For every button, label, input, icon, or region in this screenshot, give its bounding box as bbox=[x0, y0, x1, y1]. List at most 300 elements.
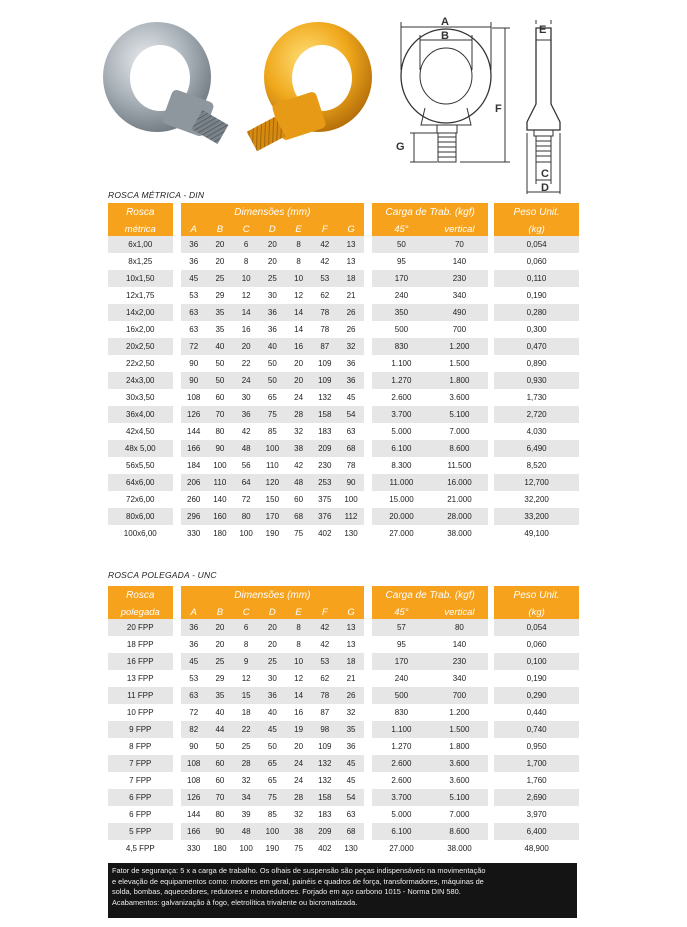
dimension-cell: 13 bbox=[338, 636, 364, 653]
load-45-cell: 95 bbox=[372, 253, 430, 270]
dimension-cell: 180 bbox=[207, 840, 233, 857]
svg-text:D: D bbox=[541, 182, 549, 194]
dimension-cell: 8 bbox=[233, 636, 259, 653]
dimension-cell: 330 bbox=[181, 840, 207, 857]
dimension-cell: 8 bbox=[285, 253, 311, 270]
load-45-cell: 57 bbox=[372, 619, 430, 636]
dimension-cell: 20 bbox=[207, 253, 233, 270]
dimension-cell: 28 bbox=[285, 406, 311, 423]
column-gap bbox=[364, 491, 372, 508]
weight-title: Peso Unit. bbox=[494, 203, 579, 222]
load-45-cell: 50 bbox=[372, 236, 430, 253]
column-gap bbox=[173, 440, 181, 457]
column-gap bbox=[173, 236, 181, 253]
dimension-cell: 78 bbox=[312, 321, 338, 338]
load-45-cell: 500 bbox=[372, 321, 430, 338]
column-gap bbox=[364, 755, 372, 772]
dimension-cell: 100 bbox=[259, 823, 285, 840]
dimension-cell: 75 bbox=[259, 789, 285, 806]
dimension-cell: 14 bbox=[233, 304, 259, 321]
column-gap bbox=[364, 270, 372, 287]
metric-section-title: ROSCA MÉTRICA - DIN bbox=[108, 190, 205, 200]
weight-cell: 6,400 bbox=[494, 823, 579, 840]
dimension-cell: 90 bbox=[181, 738, 207, 755]
thread-cell: 22x2,50 bbox=[108, 355, 173, 372]
table-row bbox=[108, 338, 579, 355]
dimension-cell: 35 bbox=[207, 687, 233, 704]
dimension-cell: 64 bbox=[233, 474, 259, 491]
dimension-cell: 35 bbox=[207, 304, 233, 321]
dimension-cell: 54 bbox=[338, 789, 364, 806]
column-gap bbox=[173, 823, 181, 840]
dimension-cell: 78 bbox=[312, 304, 338, 321]
dimension-cell: 42 bbox=[312, 619, 338, 636]
load-vertical-cell: 1.200 bbox=[431, 704, 489, 721]
dimension-cell: 25 bbox=[259, 653, 285, 670]
weight-cell: 0,190 bbox=[494, 287, 579, 304]
dim-header: B bbox=[207, 222, 233, 236]
weight-cell: 0,190 bbox=[494, 670, 579, 687]
dimension-cell: 32 bbox=[285, 423, 311, 440]
column-gap bbox=[364, 704, 372, 721]
dimension-cell: 12 bbox=[233, 670, 259, 687]
load-45-cell: 95 bbox=[372, 636, 430, 653]
dimension-cell: 68 bbox=[285, 508, 311, 525]
table-row bbox=[108, 457, 579, 474]
dimension-cell: 132 bbox=[312, 755, 338, 772]
load-vertical-cell: 340 bbox=[431, 670, 489, 687]
column-gap bbox=[364, 440, 372, 457]
dimension-cell: 36 bbox=[181, 236, 207, 253]
thread-cell: 12x1,75 bbox=[108, 287, 173, 304]
load-vertical-cell: 21.000 bbox=[431, 491, 489, 508]
dimension-cell: 70 bbox=[207, 406, 233, 423]
load-vertical-cell: 38.000 bbox=[431, 840, 489, 857]
dimension-cell: 72 bbox=[181, 338, 207, 355]
dimension-cell: 8 bbox=[285, 619, 311, 636]
load-vertical-cell: 1.500 bbox=[431, 721, 489, 738]
column-gap bbox=[173, 389, 181, 406]
weight-cell: 4,030 bbox=[494, 423, 579, 440]
column-gap bbox=[173, 619, 181, 636]
table-row bbox=[108, 491, 579, 508]
dimension-cell: 85 bbox=[259, 806, 285, 823]
column-gap bbox=[173, 806, 181, 823]
dimension-cell: 144 bbox=[181, 423, 207, 440]
dimension-cell: 50 bbox=[259, 355, 285, 372]
thread-cell: 100x6,00 bbox=[108, 525, 173, 542]
dimension-cell: 21 bbox=[338, 670, 364, 687]
dimension-cell: 42 bbox=[312, 236, 338, 253]
weight-cell: 8,520 bbox=[494, 457, 579, 474]
svg-text:A: A bbox=[441, 16, 449, 28]
dimension-cell: 108 bbox=[181, 755, 207, 772]
load-title: Carga de Trab. (kgf) bbox=[372, 586, 488, 605]
dimension-cell: 25 bbox=[207, 653, 233, 670]
dimension-cell: 12 bbox=[233, 287, 259, 304]
dimension-cell: 100 bbox=[233, 525, 259, 542]
dimension-cell: 20 bbox=[207, 236, 233, 253]
dimension-cell: 13 bbox=[338, 236, 364, 253]
weight-cell: 0,060 bbox=[494, 636, 579, 653]
dimension-cell: 16 bbox=[233, 321, 259, 338]
dimension-cell: 98 bbox=[312, 721, 338, 738]
load-vertical-cell: 8.600 bbox=[431, 823, 489, 840]
table-row bbox=[108, 355, 579, 372]
dimension-cell: 18 bbox=[233, 704, 259, 721]
unc-thread-table bbox=[108, 586, 579, 857]
dimension-cell: 8 bbox=[233, 253, 259, 270]
load-45-cell: 2.600 bbox=[372, 389, 430, 406]
dimension-cell: 36 bbox=[181, 636, 207, 653]
weight-cell: 0,060 bbox=[494, 253, 579, 270]
dimension-cell: 190 bbox=[259, 525, 285, 542]
column-gap bbox=[364, 304, 372, 321]
col-thread-subtitle: métrica bbox=[108, 222, 173, 236]
dimension-cell: 53 bbox=[181, 287, 207, 304]
dimension-cell: 63 bbox=[181, 304, 207, 321]
load-45-cell: 170 bbox=[372, 270, 430, 287]
dimension-cell: 376 bbox=[312, 508, 338, 525]
dimension-cell: 100 bbox=[338, 491, 364, 508]
table-row bbox=[108, 772, 579, 789]
dimension-cell: 28 bbox=[285, 789, 311, 806]
dimension-cell: 140 bbox=[207, 491, 233, 508]
thread-cell: 6x1,00 bbox=[108, 236, 173, 253]
load-vertical-cell: 490 bbox=[431, 304, 489, 321]
table-row bbox=[108, 474, 579, 491]
column-gap bbox=[364, 687, 372, 704]
dimension-cell: 21 bbox=[338, 287, 364, 304]
dimension-cell: 375 bbox=[312, 491, 338, 508]
table-row bbox=[108, 321, 579, 338]
load-45-cell: 2.600 bbox=[372, 755, 430, 772]
dimension-cell: 30 bbox=[233, 389, 259, 406]
dimension-cell: 80 bbox=[233, 508, 259, 525]
dimension-cell: 36 bbox=[338, 738, 364, 755]
column-gap bbox=[364, 840, 372, 857]
weight-title: Peso Unit. bbox=[494, 586, 579, 605]
dimension-cell: 20 bbox=[233, 338, 259, 355]
dimension-cell: 90 bbox=[181, 372, 207, 389]
dimension-cell: 26 bbox=[338, 321, 364, 338]
load-45-cell: 1.100 bbox=[372, 355, 430, 372]
dimension-cell: 45 bbox=[338, 772, 364, 789]
table-row bbox=[108, 840, 579, 857]
dim-header: G bbox=[338, 605, 364, 619]
dimension-cell: 14 bbox=[285, 304, 311, 321]
dim-header: F bbox=[312, 605, 338, 619]
note-line: Fator de segurança: 5 x a carga de trabalho. Os olhais de suspensão são peças indispensáveis na movimentação bbox=[112, 866, 486, 875]
dimension-cell: 45 bbox=[181, 270, 207, 287]
column-gap bbox=[364, 619, 372, 636]
dimension-cell: 25 bbox=[259, 270, 285, 287]
dimension-cell: 20 bbox=[207, 619, 233, 636]
dimension-cell: 109 bbox=[312, 372, 338, 389]
column-gap bbox=[364, 457, 372, 474]
dimension-cell: 60 bbox=[207, 389, 233, 406]
dimension-cell: 75 bbox=[285, 840, 311, 857]
note-line: e elevação de equipamentos como: motores em geral, painéis e quadros de força, transformadores, máquinas de bbox=[112, 876, 484, 886]
column-gap bbox=[364, 321, 372, 338]
dimension-cell: 25 bbox=[207, 270, 233, 287]
column-gap bbox=[364, 253, 372, 270]
column-gap bbox=[364, 823, 372, 840]
weight-cell: 1,700 bbox=[494, 755, 579, 772]
dimension-cell: 32 bbox=[338, 338, 364, 355]
weight-cell: 3,970 bbox=[494, 806, 579, 823]
dimension-cell: 45 bbox=[338, 755, 364, 772]
dimension-cell: 158 bbox=[312, 789, 338, 806]
dimension-cell: 62 bbox=[312, 670, 338, 687]
weight-unit-header: (kg) bbox=[494, 605, 579, 619]
thread-cell: 42x4,50 bbox=[108, 423, 173, 440]
weight-cell: 0,290 bbox=[494, 687, 579, 704]
dimension-cell: 70 bbox=[207, 789, 233, 806]
dimension-cell: 24 bbox=[285, 755, 311, 772]
dimension-cell: 130 bbox=[338, 525, 364, 542]
dimension-cell: 36 bbox=[259, 304, 285, 321]
thread-cell: 5 FPP bbox=[108, 823, 173, 840]
dimension-cell: 10 bbox=[285, 653, 311, 670]
column-gap bbox=[173, 338, 181, 355]
thread-cell: 7 FPP bbox=[108, 772, 173, 789]
load-vertical-cell: 340 bbox=[431, 287, 489, 304]
load-45-cell: 27.000 bbox=[372, 525, 430, 542]
load-45-cell: 350 bbox=[372, 304, 430, 321]
dimension-cell: 50 bbox=[207, 355, 233, 372]
dim-header: B bbox=[207, 605, 233, 619]
dimension-cell: 183 bbox=[312, 806, 338, 823]
load-45-cell: 20.000 bbox=[372, 508, 430, 525]
column-gap bbox=[173, 355, 181, 372]
dimension-cell: 45 bbox=[259, 721, 285, 738]
dimension-cell: 108 bbox=[181, 772, 207, 789]
load-title: Carga de Trab. (kgf) bbox=[372, 203, 488, 222]
column-gap bbox=[173, 670, 181, 687]
dimension-cell: 35 bbox=[338, 721, 364, 738]
dimension-cell: 32 bbox=[338, 704, 364, 721]
dimension-cell: 126 bbox=[181, 789, 207, 806]
weight-cell: 0,440 bbox=[494, 704, 579, 721]
load-vertical-cell: 1.200 bbox=[431, 338, 489, 355]
load-vertical-header: vertical bbox=[431, 222, 489, 236]
weight-cell: 33,200 bbox=[494, 508, 579, 525]
load-45-cell: 2.600 bbox=[372, 772, 430, 789]
dimension-cell: 68 bbox=[338, 440, 364, 457]
column-gap bbox=[173, 423, 181, 440]
dimension-cell: 50 bbox=[259, 372, 285, 389]
thread-cell: 16x2,00 bbox=[108, 321, 173, 338]
col-thread-title: Rosca bbox=[108, 203, 173, 222]
column-gap bbox=[364, 355, 372, 372]
load-vertical-cell: 5.100 bbox=[431, 789, 489, 806]
dimension-cell: 45 bbox=[181, 653, 207, 670]
dimension-cell: 78 bbox=[312, 687, 338, 704]
table-row bbox=[108, 755, 579, 772]
dimension-cell: 60 bbox=[285, 491, 311, 508]
dimension-cell: 22 bbox=[233, 721, 259, 738]
load-45-cell: 830 bbox=[372, 338, 430, 355]
dimension-cell: 18 bbox=[338, 653, 364, 670]
thread-cell: 10x1,50 bbox=[108, 270, 173, 287]
load-45-cell: 170 bbox=[372, 653, 430, 670]
dimension-cell: 36 bbox=[338, 372, 364, 389]
col-thread-subtitle: polegada bbox=[108, 605, 173, 619]
dimension-cell: 87 bbox=[312, 704, 338, 721]
load-45-cell: 1.270 bbox=[372, 372, 430, 389]
column-gap bbox=[173, 687, 181, 704]
dimension-cell: 38 bbox=[285, 440, 311, 457]
load-45-cell: 5.000 bbox=[372, 423, 430, 440]
column-gap bbox=[364, 287, 372, 304]
column-gap bbox=[173, 287, 181, 304]
table-row bbox=[108, 253, 579, 270]
dimension-cell: 9 bbox=[233, 653, 259, 670]
load-vertical-cell: 230 bbox=[431, 653, 489, 670]
column-gap bbox=[173, 321, 181, 338]
column-gap bbox=[173, 508, 181, 525]
dimension-cell: 109 bbox=[312, 355, 338, 372]
dimension-cell: 26 bbox=[338, 304, 364, 321]
dimension-cell: 25 bbox=[233, 738, 259, 755]
column-gap bbox=[364, 670, 372, 687]
thread-cell: 6 FPP bbox=[108, 789, 173, 806]
dimension-cell: 44 bbox=[207, 721, 233, 738]
table-row bbox=[108, 636, 579, 653]
column-gap bbox=[364, 423, 372, 440]
column-gap bbox=[364, 389, 372, 406]
load-vertical-cell: 5.100 bbox=[431, 406, 489, 423]
dimension-cell: 24 bbox=[285, 772, 311, 789]
dimension-cell: 20 bbox=[259, 619, 285, 636]
dimension-cell: 68 bbox=[338, 823, 364, 840]
table-row bbox=[108, 389, 579, 406]
column-gap bbox=[364, 474, 372, 491]
dimension-cell: 45 bbox=[338, 389, 364, 406]
weight-cell: 2,720 bbox=[494, 406, 579, 423]
dimension-cell: 82 bbox=[181, 721, 207, 738]
dimension-cell: 260 bbox=[181, 491, 207, 508]
dimension-cell: 29 bbox=[207, 287, 233, 304]
load-vertical-cell: 3.600 bbox=[431, 772, 489, 789]
column-gap bbox=[364, 508, 372, 525]
dimension-cell: 109 bbox=[312, 738, 338, 755]
dimension-cell: 100 bbox=[207, 457, 233, 474]
dims-title: Dimensões (mm) bbox=[181, 203, 365, 222]
dimension-cell: 32 bbox=[233, 772, 259, 789]
dimension-cell: 6 bbox=[233, 619, 259, 636]
thread-cell: 14x2,00 bbox=[108, 304, 173, 321]
load-45-header: 45° bbox=[372, 222, 430, 236]
dimension-cell: 40 bbox=[259, 338, 285, 355]
column-gap bbox=[173, 840, 181, 857]
dimension-cell: 75 bbox=[285, 525, 311, 542]
column-gap bbox=[364, 525, 372, 542]
dimension-cell: 53 bbox=[312, 270, 338, 287]
table-row bbox=[108, 789, 579, 806]
dimension-cell: 100 bbox=[233, 840, 259, 857]
column-gap bbox=[364, 372, 372, 389]
thread-cell: 48x 5,00 bbox=[108, 440, 173, 457]
dimension-cell: 54 bbox=[338, 406, 364, 423]
dimension-cell: 10 bbox=[285, 270, 311, 287]
table-row bbox=[108, 670, 579, 687]
dimension-cell: 90 bbox=[181, 355, 207, 372]
dim-header: A bbox=[181, 222, 207, 236]
dimension-cell: 63 bbox=[181, 321, 207, 338]
dimension-cell: 75 bbox=[259, 406, 285, 423]
dimension-cell: 100 bbox=[259, 440, 285, 457]
load-vertical-cell: 3.600 bbox=[431, 389, 489, 406]
dimension-cell: 180 bbox=[207, 525, 233, 542]
column-gap bbox=[173, 636, 181, 653]
load-vertical-cell: 8.600 bbox=[431, 440, 489, 457]
dimension-cell: 20 bbox=[259, 636, 285, 653]
thread-cell: 18 FPP bbox=[108, 636, 173, 653]
dimension-cell: 15 bbox=[233, 687, 259, 704]
weight-cell: 0,470 bbox=[494, 338, 579, 355]
table-row bbox=[108, 619, 579, 636]
dimension-cell: 402 bbox=[312, 840, 338, 857]
bichromated-eyebolt-image bbox=[247, 22, 372, 151]
thread-cell: 20x2,50 bbox=[108, 338, 173, 355]
thread-cell: 30x3,50 bbox=[108, 389, 173, 406]
dimension-cell: 85 bbox=[259, 423, 285, 440]
dimension-cell: 20 bbox=[259, 253, 285, 270]
table-row bbox=[108, 525, 579, 542]
dimension-cell: 22 bbox=[233, 355, 259, 372]
weight-cell: 0,950 bbox=[494, 738, 579, 755]
table-row bbox=[108, 406, 579, 423]
load-45-cell: 8.300 bbox=[372, 457, 430, 474]
load-vertical-cell: 140 bbox=[431, 636, 489, 653]
dimension-cell: 48 bbox=[233, 823, 259, 840]
thread-cell: 72x6,00 bbox=[108, 491, 173, 508]
dimension-cell: 78 bbox=[338, 457, 364, 474]
dimension-cell: 72 bbox=[233, 491, 259, 508]
dimension-cell: 132 bbox=[312, 772, 338, 789]
load-45-cell: 5.000 bbox=[372, 806, 430, 823]
dimension-cell: 24 bbox=[285, 389, 311, 406]
dimension-cell: 63 bbox=[338, 806, 364, 823]
thread-cell: 13 FPP bbox=[108, 670, 173, 687]
thread-cell: 8x1,25 bbox=[108, 253, 173, 270]
weight-cell: 1,730 bbox=[494, 389, 579, 406]
dimension-cell: 30 bbox=[259, 670, 285, 687]
table-row bbox=[108, 440, 579, 457]
load-vertical-cell: 11.500 bbox=[431, 457, 489, 474]
dimension-cell: 63 bbox=[181, 687, 207, 704]
dimension-cell: 14 bbox=[285, 687, 311, 704]
load-vertical-cell: 3.600 bbox=[431, 755, 489, 772]
dim-header: G bbox=[338, 222, 364, 236]
dimension-cell: 170 bbox=[259, 508, 285, 525]
load-vertical-cell: 16.000 bbox=[431, 474, 489, 491]
dimension-cell: 50 bbox=[259, 738, 285, 755]
dimension-cell: 50 bbox=[207, 372, 233, 389]
weight-cell: 0,100 bbox=[494, 653, 579, 670]
column-gap bbox=[173, 457, 181, 474]
svg-text:G: G bbox=[396, 141, 405, 153]
dimension-cell: 42 bbox=[285, 457, 311, 474]
svg-text:F: F bbox=[495, 103, 502, 115]
dimension-cell: 20 bbox=[285, 738, 311, 755]
load-vertical-cell: 28.000 bbox=[431, 508, 489, 525]
load-vertical-cell: 230 bbox=[431, 270, 489, 287]
dimension-cell: 14 bbox=[285, 321, 311, 338]
table-row bbox=[108, 372, 579, 389]
